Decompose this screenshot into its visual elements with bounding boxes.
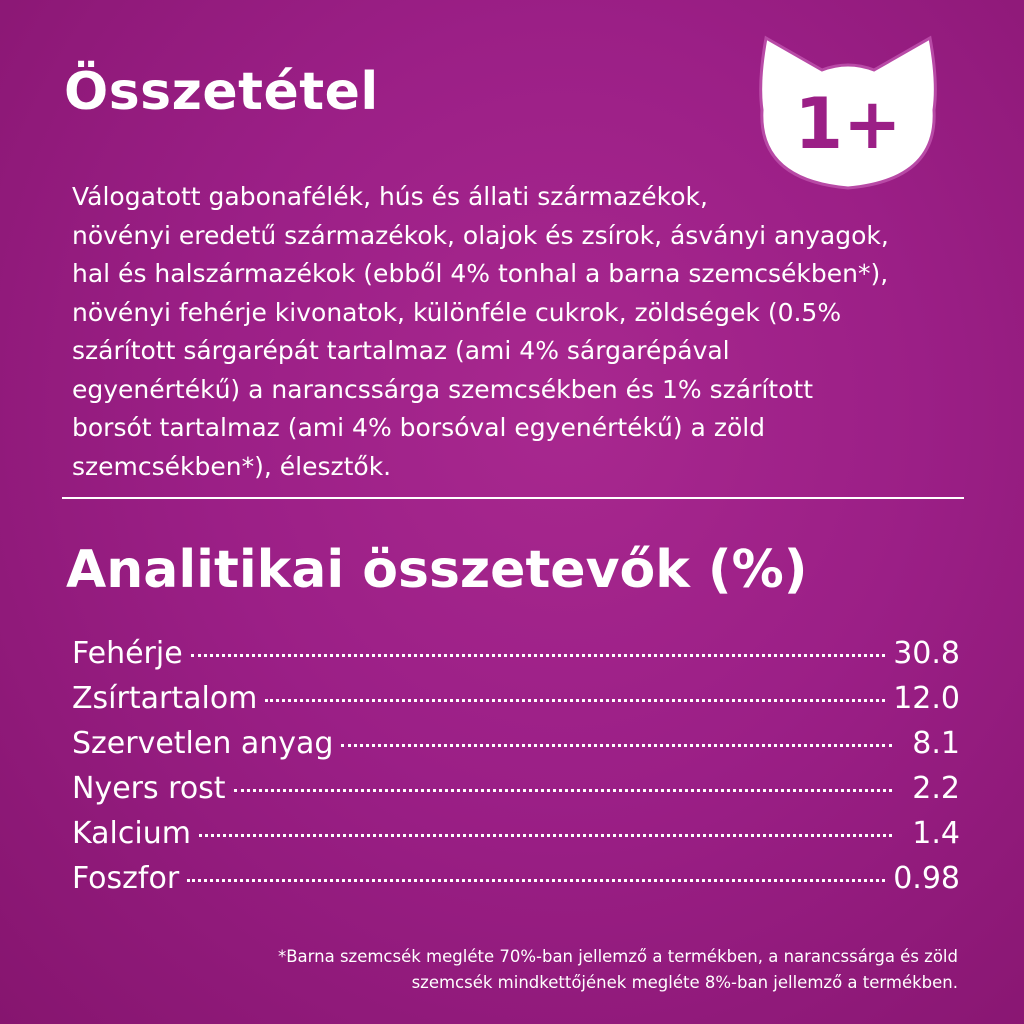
analytic-row-name: Kalcium [72, 816, 191, 851]
analytic-row-name: Nyers rost [72, 771, 226, 806]
analytic-row-value: 0.98 [893, 861, 960, 896]
dot-leader [265, 699, 885, 702]
ingredients-line: borsót tartalmaz (ami 4% borsóval egyenértékű) a zöld [72, 413, 766, 442]
footnote-line: *Barna szemcsék megléte 70%-ban jellemző a termékben, a narancssárga és zöld [277, 947, 958, 966]
cat-head-icon [752, 30, 944, 195]
analytic-row-value: 30.8 [893, 636, 960, 671]
analytic-row-fibre [72, 771, 960, 816]
dot-leader [187, 879, 885, 882]
ingredients-line: egyenértékű) a narancssárga szemcsékben és 1% szárított [72, 374, 814, 404]
ingredients-line: növényi eredetű származékok, olajok és zsírok, ásványi anyagok, [72, 220, 889, 250]
dot-leader [199, 834, 892, 837]
section-divider [62, 497, 964, 499]
ingredients-text [72, 178, 972, 486]
dot-leader [341, 744, 892, 747]
analytic-row-value: 12.0 [893, 681, 960, 716]
analytic-row-name: Zsírtartalom [72, 681, 258, 716]
analytic-row-ash [72, 726, 960, 771]
footnote [278, 944, 958, 996]
analytic-row-name: Szervetlen anyag [72, 726, 334, 761]
analytic-title: Analitikai összetevők (%) [66, 540, 808, 600]
footnote-line: szemcsék mindkettőjének megléte 8%-ban jellemző a termékben. [411, 973, 958, 992]
ingredients-line: növényi fehérje kivonatok, különféle cukrok, zöldségek (0.5% [72, 297, 842, 327]
analytic-row-value: 8.1 [912, 726, 960, 761]
ingredients-line: Válogatott gabonafélék, hús és állati származékok, [72, 182, 708, 211]
composition-title: Összetétel [64, 62, 379, 122]
analytic-row-value: 1.4 [912, 816, 960, 851]
ingredients-line: szemcsékben*), élesztők. [72, 451, 392, 481]
analytic-row-protein [72, 636, 960, 681]
analytic-row-name: Foszfor [72, 861, 180, 896]
analytic-row-value: 2.2 [912, 771, 960, 806]
dot-leader [234, 789, 892, 792]
analytic-row-calcium [72, 816, 960, 861]
ingredients-line: szárított sárgarépát tartalmaz (ami 4% sárgarépával [72, 336, 730, 365]
age-badge-label: 1+ [794, 83, 902, 165]
analytic-row-fat [72, 681, 960, 726]
ingredients-line: hal és halszármazékok (ebből 4% tonhal a barna szemcsékben*), [72, 259, 889, 288]
analytic-table [72, 636, 960, 906]
analytic-row-name: Fehérje [72, 636, 183, 671]
dot-leader [191, 654, 886, 657]
analytic-row-phosphorus [72, 861, 960, 906]
